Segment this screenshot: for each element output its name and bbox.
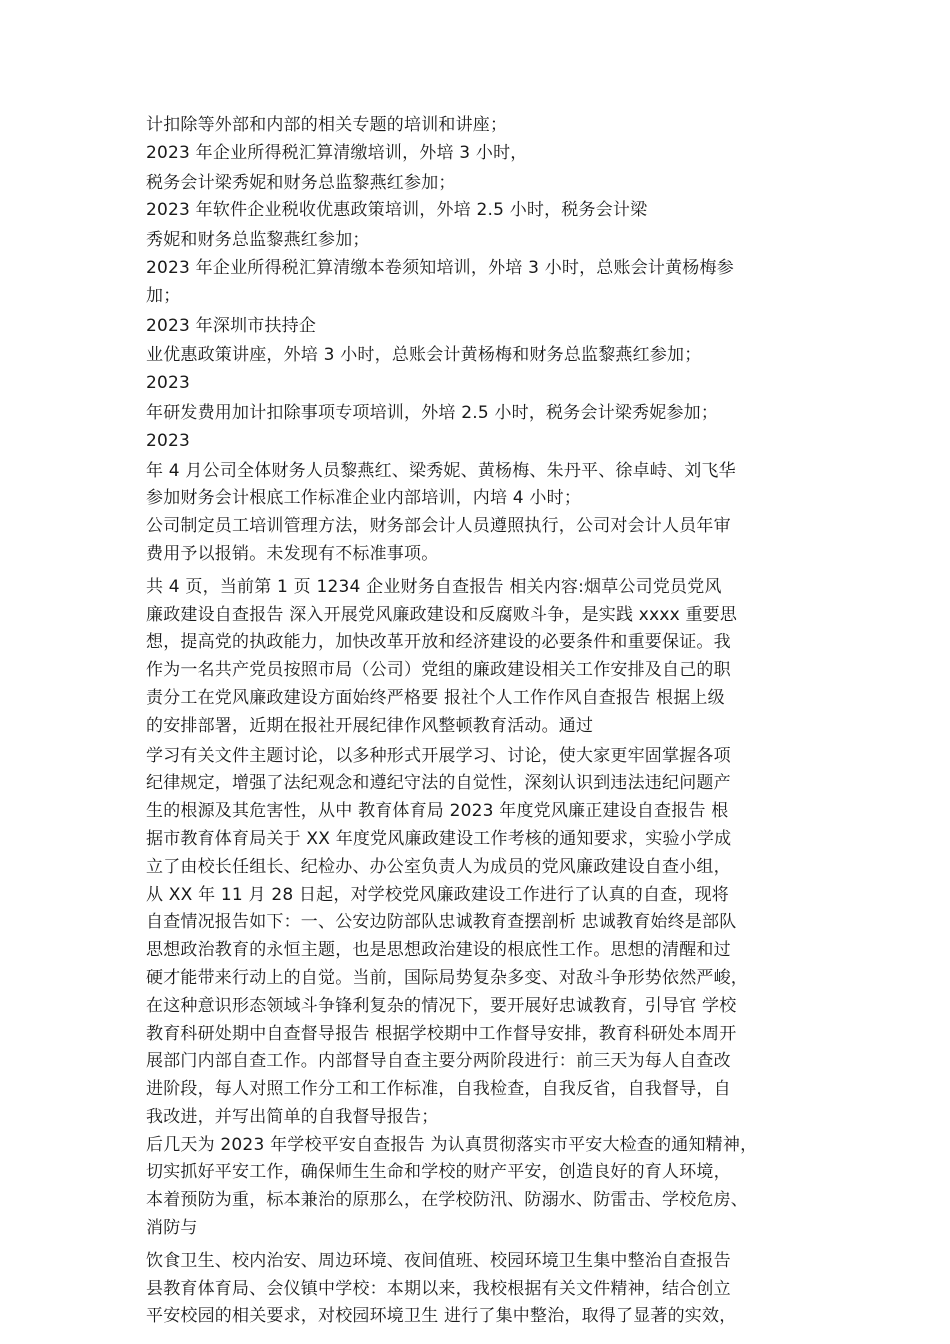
text-line: 立了由校长任组长、纪检办、办公室负责人为成员的党风廉政建设自查小组， — [146, 856, 731, 877]
text-line: 2023 — [146, 430, 191, 451]
text-line: 责分工在党风廉政建设方面始终严格要 报社个人工作作风自查报告 根据上级 — [146, 687, 725, 708]
text-line: 2023 年软件企业税收优惠政策培训，外培 2.5 小时，税务会计梁 — [146, 200, 648, 221]
text-line: 税务会计梁秀妮和财务总监黎燕红参加； — [146, 172, 456, 193]
text-line: 作为一名共产党员按照市局（公司）党组的廉政建设相关工作安排及自己的职 — [146, 660, 731, 681]
text-line: 加； — [146, 285, 181, 306]
text-line: 的安排部署，近期在报社开展纪律作风整顿教育活动。通过 — [146, 715, 594, 736]
text-line: 2023 年企业所得税汇算清缴本卷须知培训，外培 3 小时，总账会计黄杨梅参 — [146, 257, 734, 278]
text-line: 公司制定员工培训管理方法，财务部会计人员遵照执行，公司对会计人员年审 — [146, 516, 731, 537]
text-line: 县教育体育局、会仪镇中学校：本期以来，我校根据有关文件精神，结合创立 — [146, 1278, 731, 1299]
text-line: 学习有关文件主题讨论，以多种形式开展学习、讨论，使大家更牢固掌握各项 — [146, 745, 731, 766]
text-line: 年研发费用加计扣除事项专项培训，外培 2.5 小时，税务会计梁秀妮参加； — [146, 402, 719, 423]
text-line: 2023 年深圳市扶持企 — [146, 315, 317, 336]
text-line: 切实抓好平安工作，确保师生生命和学校的财产平安，创造良好的育人环境， — [146, 1162, 731, 1183]
text-line: 后几天为 2023 年学校平安自查报告 为认真贯彻落实市平安大检查的通知精神， — [146, 1134, 758, 1155]
text-line: 饮食卫生、校内治安、周边环境、夜间值班、校园环境卫生集中整治自查报告 — [146, 1250, 731, 1271]
text-line: 年 4 月公司全体财务人员黎燕红、梁秀妮、黄杨梅、朱丹平、徐卓峙、刘飞华 — [146, 460, 736, 481]
text-line: 参加财务会计根底工作标准企业内部培训，内培 4 小时； — [146, 488, 582, 509]
text-line: 本着预防为重，标本兼治的原那么，在学校防汛、防溺水、防雷击、学校危房、 — [146, 1190, 748, 1211]
text-line: 展部门内部自查工作。内部督导自查主要分两阶段进行：前三天为每人自查改 — [146, 1051, 731, 1072]
text-line: 从 XX 年 11 月 28 日起，对学校党风廉政建设工作进行了认真的自查，现将 — [146, 884, 729, 905]
text-line: 2023 年企业所得税汇算清缴培训，外培 3 小时， — [146, 142, 528, 163]
text-line: 思想政治教育的永恒主题，也是思想政治建设的根底性工作。思想的清醒和过 — [146, 940, 731, 961]
document-body — [146, 112, 816, 1331]
text-line: 我改进，并写出简单的自我督导报告； — [146, 1106, 439, 1127]
text-line: 秀妮和财务总监黎燕红参加； — [146, 230, 370, 251]
text-line: 纪律规定，增强了法纪观念和遵纪守法的自觉性，深刻认识到违法违纪问题产 — [146, 773, 731, 794]
text-line: 教育科研处期中自查督导报告 根据学校期中工作督导安排，教育科研处本周开 — [146, 1023, 737, 1044]
text-line: 自查情况报告如下：一、公安边防部队忠诚教育查摆剖析 忠诚教育始终是部队 — [146, 912, 737, 933]
text-line: 据市教育体育局关于 XX 年度党风廉政建设工作考核的通知要求，实验小学成 — [146, 828, 732, 849]
text-line: 进阶段，每人对照工作分工和工作标准，自我检查，自我反省，自我督导，自 — [146, 1079, 731, 1100]
text-line: 业优惠政策讲座，外培 3 小时，总账会计黄杨梅和财务总监黎燕红参加； — [146, 345, 702, 366]
text-line: 共 4 页，当前第 1 页 1234 企业财务自查报告 相关内容:烟草公司党员党风 — [146, 576, 722, 597]
text-line: 在这种意识形态领域斗争锋利复杂的情况下，要开展好忠诚教育，引导官 学校 — [146, 995, 737, 1016]
text-line: 平安校园的相关要求，对校园环境卫生 进行了集中整治，取得了显著的实效， — [146, 1306, 737, 1327]
text-line: 费用予以报销。未发现有不标准事项。 — [146, 543, 439, 564]
text-line: 廉政建设自查报告 深入开展党风廉政建设和反腐败斗争，是实践 xxxx 重要思 — [146, 604, 738, 625]
text-line: 硬才能带来行动上的自觉。当前，国际局势复杂多变、对敌斗争形势依然严峻， — [146, 967, 748, 988]
text-line: 消防与 — [146, 1218, 198, 1239]
text-line: 计扣除等外部和内部的相关专题的培训和讲座； — [146, 115, 508, 135]
text-line: 生的根源及其危害性，从中 教育体育局 2023 年度党风廉正建设自查报告 根 — [146, 801, 729, 822]
text-line: 2023 — [146, 373, 191, 394]
text-line: 想，提高党的执政能力，加快改革开放和经济建设的必要条件和重要保证。我 — [146, 632, 731, 653]
